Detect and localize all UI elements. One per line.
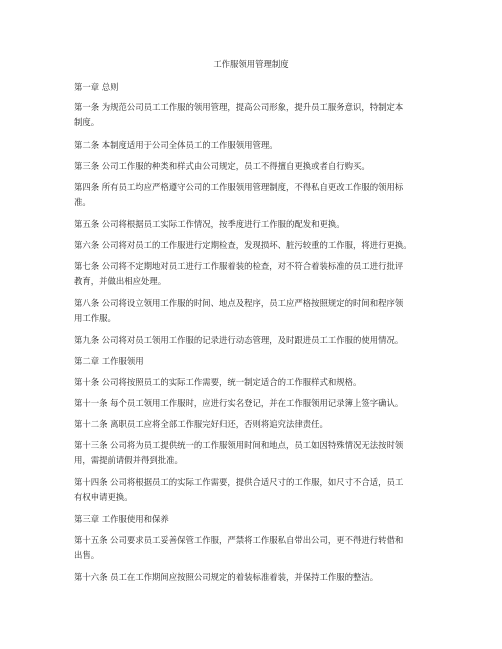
article-1-line-2: 制度。	[74, 117, 100, 127]
article-2: 第二条 本制度适用于公司全体员工的工作服领用管理。	[74, 140, 278, 150]
article-7-line-1: 第七条 公司将不定期地对员工进行工作服着装的检查，对不符合着装标准的员工进行批评	[74, 261, 404, 271]
article-6: 第六条 公司将对员工的工作服进行定期检查，发现损坏、脏污较重的工作服，将进行更换。	[74, 240, 412, 250]
article-5: 第五条 公司将根据员工实际工作情况，按季度进行工作服的配发和更换。	[74, 219, 345, 229]
article-12: 第十二条 离职员工应将全部工作服完好归还，否则将追究法律责任。	[74, 419, 328, 429]
article-14-line-2: 有权申请更换。	[74, 492, 133, 502]
article-10: 第十条 公司将按照员工的实际工作需要，统一制定适合的工作服样式和规格。	[74, 377, 362, 387]
article-7-line-2: 教育，并做出相应处理。	[74, 276, 167, 286]
article-3: 第三条 公司工作服的种类和样式由公司规定，员工不得擅自更换或者自行购买。	[74, 161, 370, 171]
article-14-line-1: 第十四条 公司将根据员工的实际工作需要，提供合适尺寸的工作服，如尺寸不合适，员工	[74, 477, 404, 487]
chapter-1-heading: 第一章 总则	[74, 82, 119, 92]
article-16: 第十六条 员工在工作期间应按照公司规定的着装标准着装，并保持工作服的整洁。	[74, 572, 379, 582]
article-15-line-1: 第十五条 公司要求员工妥善保管工作服，严禁将工作服私自带出公司，更不得进行转借和	[74, 535, 404, 545]
article-4-line-1: 第四条 所有员工均应严格遵守公司的工作服领用管理制度，不得私自更改工作服的领用标	[74, 182, 404, 192]
article-11: 第十一条 每个员工领用工作服时，应进行实名登记，并在工作服领用记录簿上签字确认。	[74, 398, 404, 408]
article-4-line-2: 准。	[74, 197, 91, 207]
article-8-line-1: 第八条 公司将设立领用工作服的时间、地点及程序，员工应严格按照规定的时间和程序领	[74, 298, 404, 308]
article-13-line-1: 第十三条 公司将为员工提供统一的工作服领用时间和地点，员工如因特殊情况无法按时领	[74, 440, 404, 450]
article-15-line-2: 出售。	[74, 550, 100, 560]
article-13-line-2: 用，需提前请假并得到批准。	[74, 455, 183, 465]
article-9: 第九条 公司将对员工领用工作服的记录进行动态管理，及时跟进员工工作服的使用情况。	[74, 335, 404, 345]
article-8-line-2: 用工作服。	[74, 313, 116, 323]
document-title: 工作服领用管理制度	[213, 59, 289, 69]
article-1-line-1: 第一条 为规范公司员工工作服的领用管理，提高公司形象，提升员工服务意识，特制定本	[74, 102, 404, 112]
chapter-2-heading: 第二章 工作服领用	[74, 356, 144, 366]
chapter-3-heading: 第三章 工作服使用和保养	[74, 514, 169, 524]
